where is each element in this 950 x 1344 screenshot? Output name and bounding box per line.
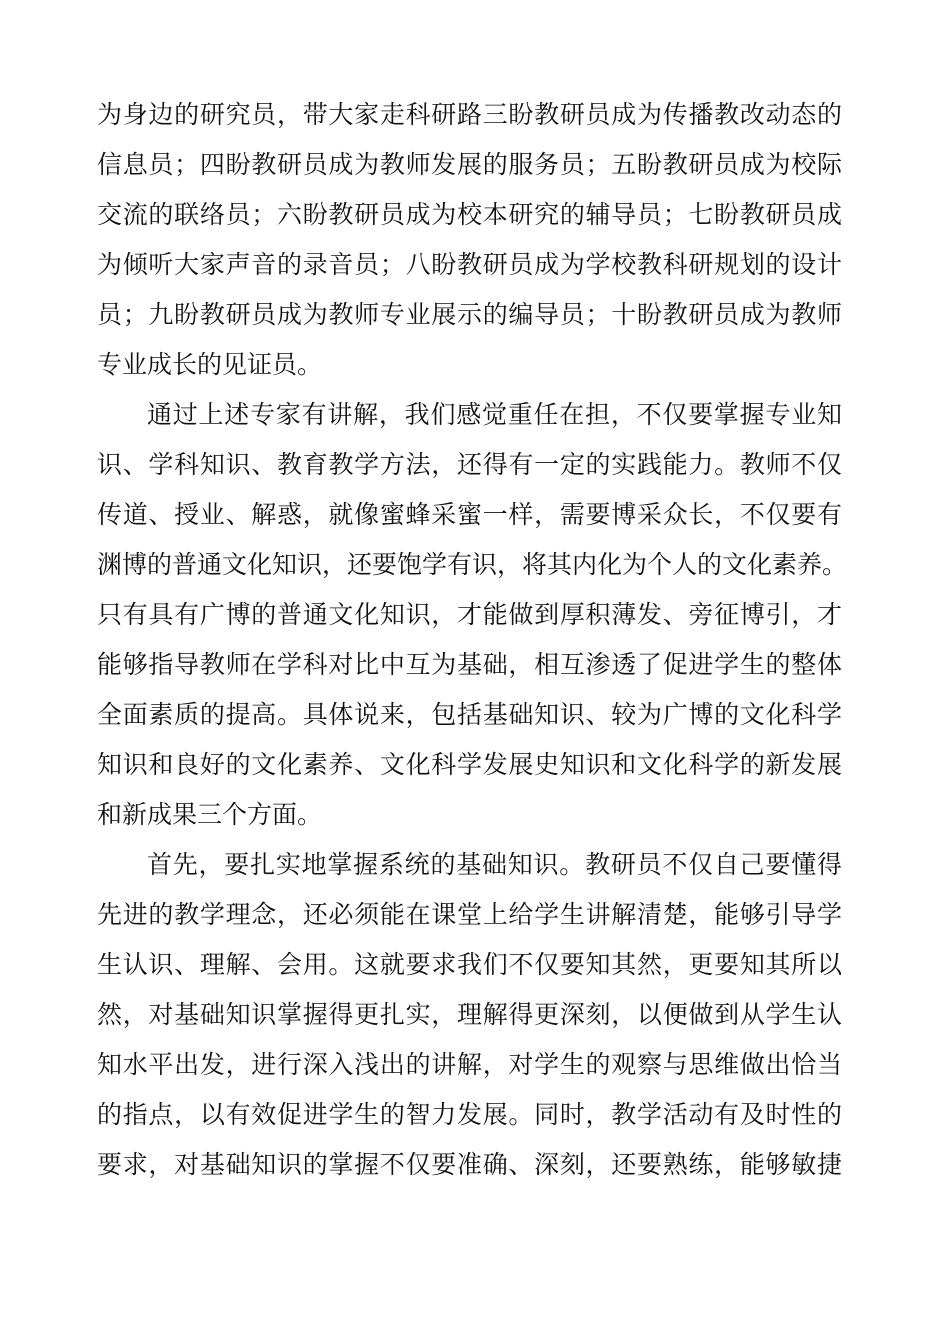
text-line: 的指点，以有效促进学生的智力发展。同时，教学活动有及时性的: [97, 1100, 842, 1129]
text-line: 员；九盼教研员成为教师专业展示的编导员；十盼教研员成为教师: [97, 300, 842, 329]
text-line: 传道、授业、解惑，就像蜜蜂采蜜一样，需要博采众长，不仅要有: [97, 500, 842, 529]
text-line: 交流的联络员；六盼教研员成为校本研究的辅导员；七盼教研员成: [97, 200, 842, 229]
text-line: 先进的教学理念，还必须能在课堂上给学生讲解清楚，能够引导学: [97, 900, 842, 929]
text-line: 识、学科知识、教育教学方法，还得有一定的实践能力。教师不仅: [97, 450, 842, 479]
text-line: 专业成长的见证员。: [97, 350, 323, 379]
text-line: 只有具有广博的普通文化知识，才能做到厚积薄发、旁征博引，才: [97, 600, 842, 629]
text-line: 通过上述专家有讲解，我们感觉重任在担，不仅要掌握专业知: [147, 400, 842, 429]
text-line: 知识和良好的文化素养、文化科学发展史知识和文化科学的新发展: [97, 750, 842, 779]
text-line: 要求，对基础知识的掌握不仅要准确、深刻，还要熟练，能够敏捷: [97, 1150, 842, 1179]
text-line: 和新成果三个方面。: [97, 800, 323, 829]
text-line: 信息员；四盼教研员成为教师发展的服务员；五盼教研员成为校际: [97, 150, 842, 179]
text-line: 为倾听大家声音的录音员；八盼教研员成为学校教科研规划的设计: [97, 250, 842, 279]
text-line: 生认识、理解、会用。这就要求我们不仅要知其然，更要知其所以: [97, 950, 842, 979]
text-line: 全面素质的提高。具体说来，包括基础知识、较为广博的文化科学: [97, 700, 842, 729]
text-line: 为身边的研究员，带大家走科研路三盼教研员成为传播教改动态的: [97, 100, 842, 129]
text-line: 渊博的普通文化知识，还要饱学有识，将其内化为个人的文化素养。: [97, 550, 848, 579]
text-line: 能够指导教师在学科对比中互为基础，相互渗透了促进学生的整体: [97, 650, 842, 679]
text-line: 然，对基础知识掌握得更扎实，理解得更深刻，以便做到从学生认: [97, 1000, 842, 1029]
text-line: 首先，要扎实地掌握系统的基础知识。教研员不仅自己要懂得: [147, 850, 842, 879]
text-line: 知水平出发，进行深入浅出的讲解，对学生的观察与思维做出恰当: [97, 1050, 842, 1079]
